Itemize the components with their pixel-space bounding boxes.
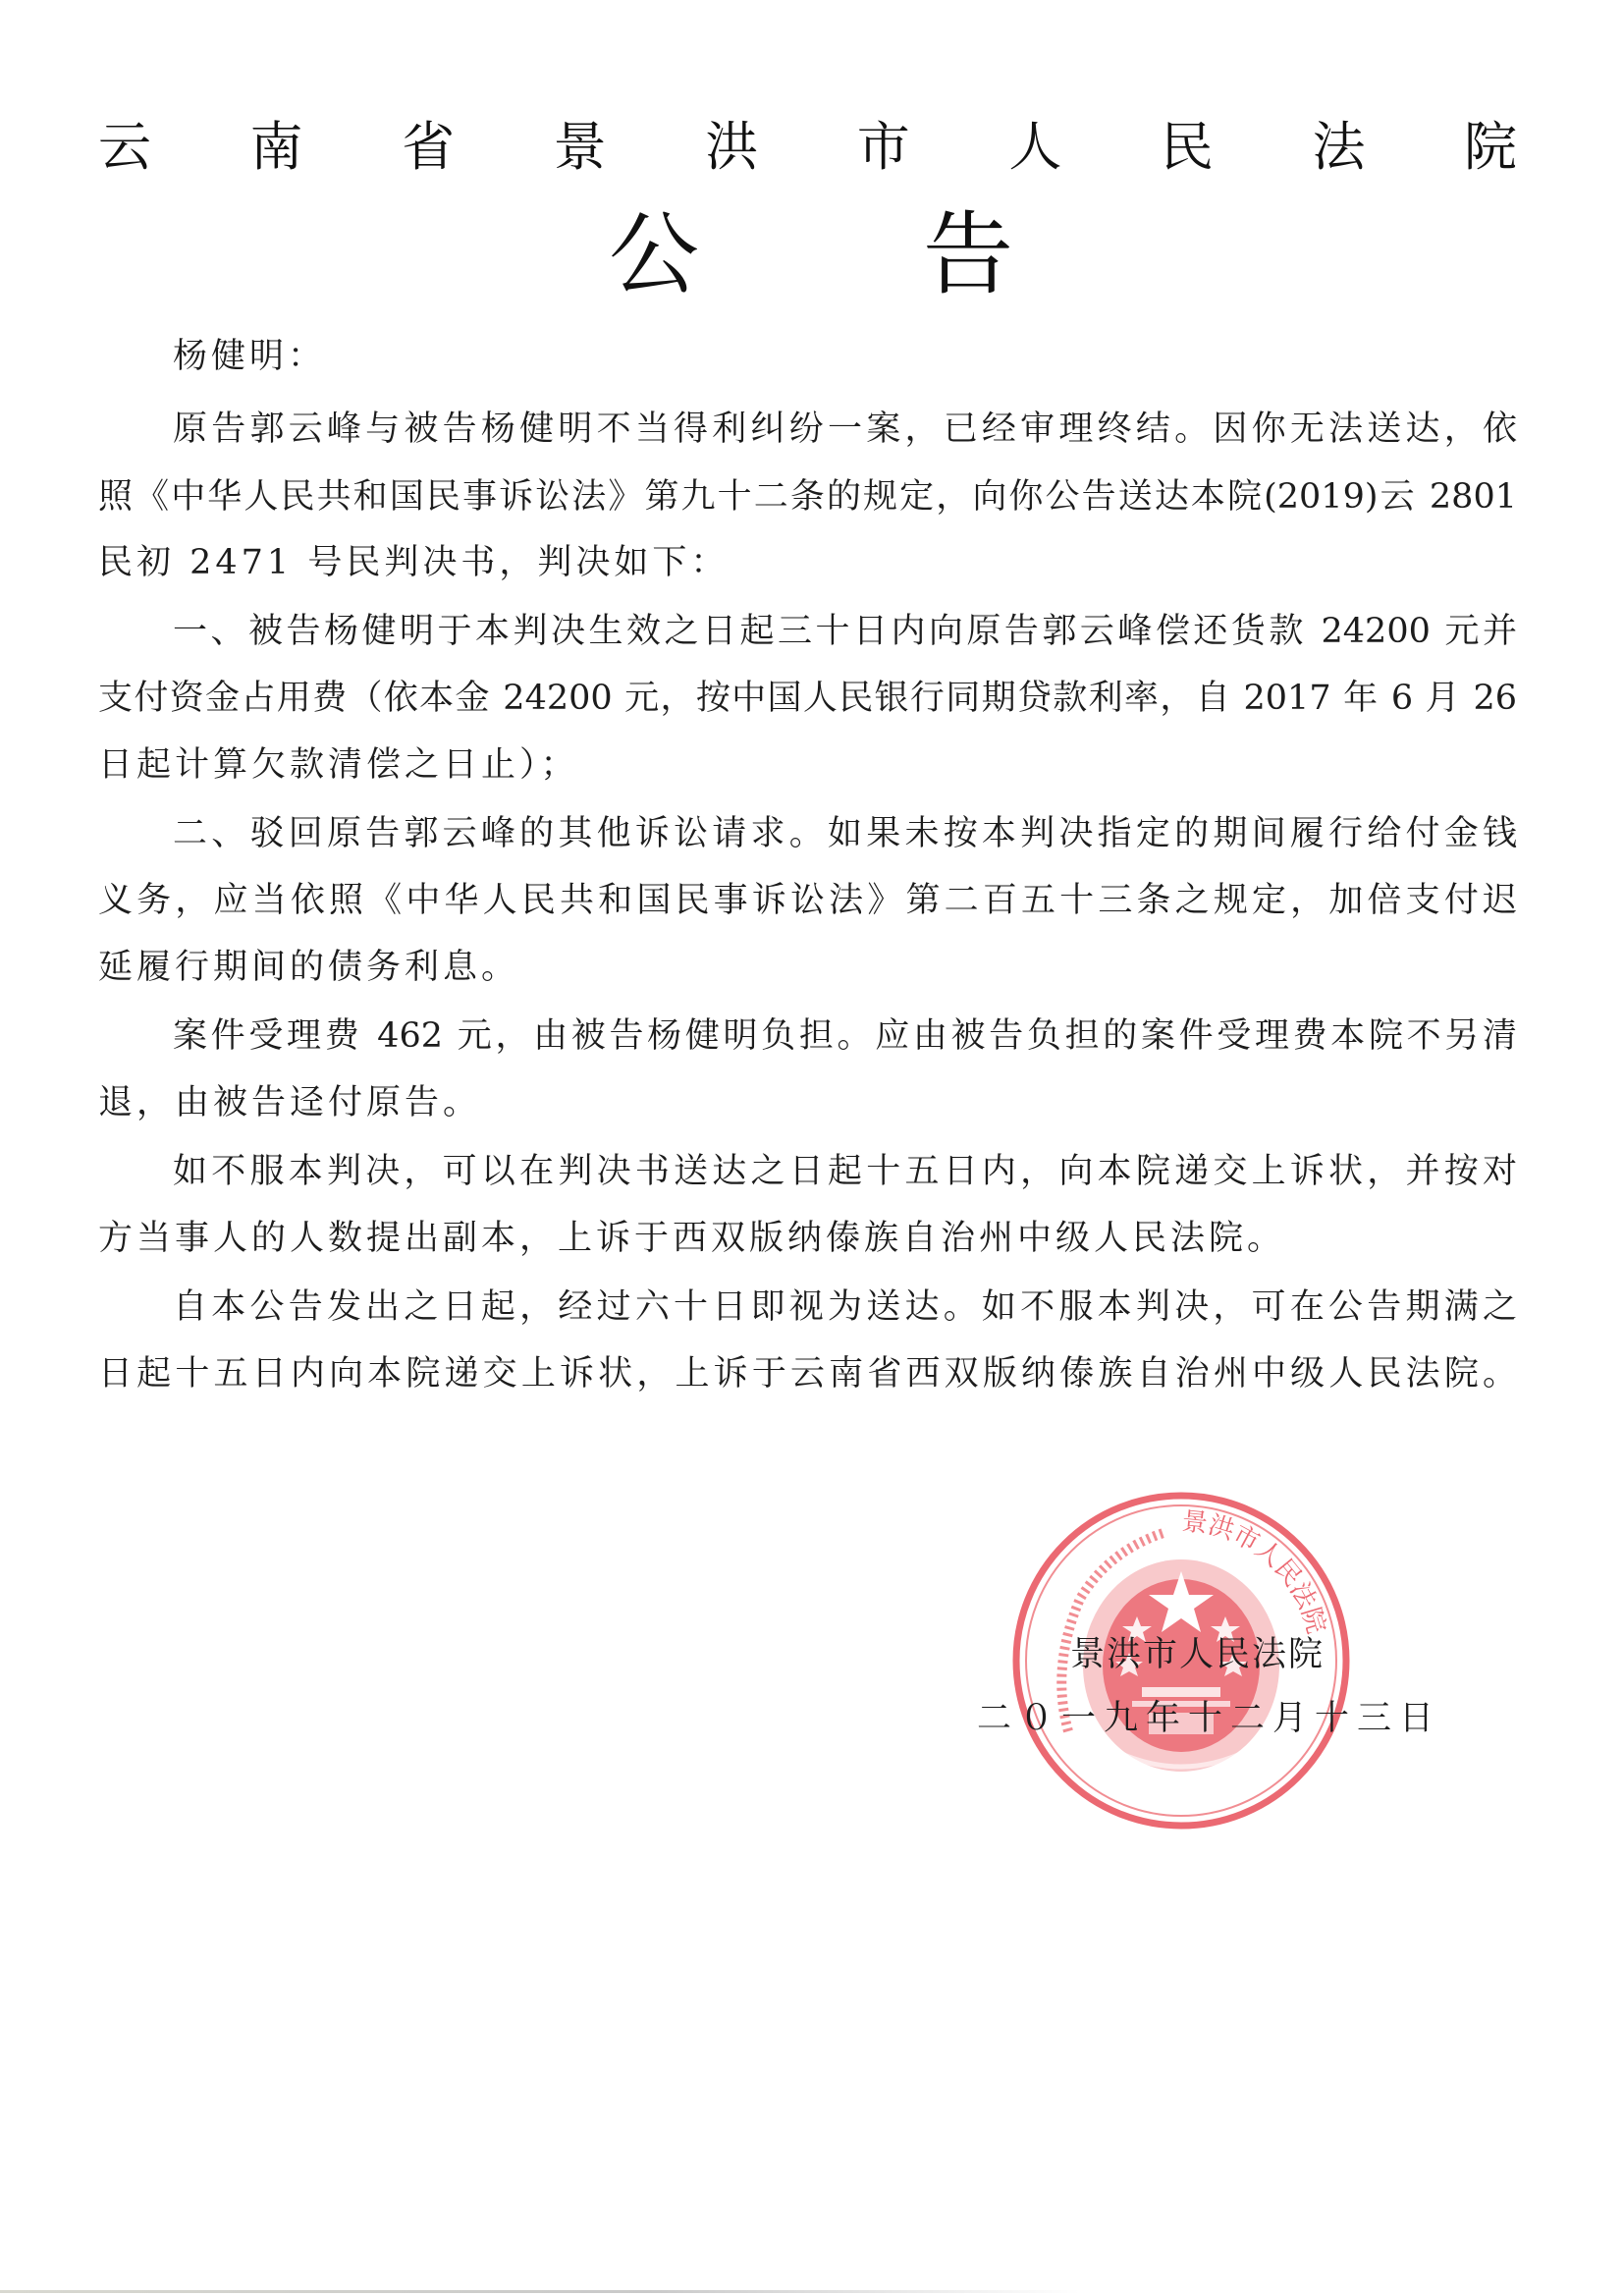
paragraph-line: 方当事人的人数提出副本，上诉于西双版纳傣族自治州中级人民法院。 xyxy=(98,1219,1286,1258)
seal-arc-text-path: 景洪市人民法院 xyxy=(1180,1506,1331,1638)
signature-court-name: 景洪市人民法院 xyxy=(1070,1635,1325,1674)
court-name-heading: 云南省景洪市人民法院 xyxy=(98,116,1517,178)
addressee: 杨健明： xyxy=(173,337,327,376)
paragraph-line: 日起十五日内向本院递交上诉状，上诉于云南省西双版纳傣族自治州中级人民法院。 xyxy=(98,1354,1517,1394)
paragraph-line: 支付资金占用费（依本金 24200 元，按中国人民银行同期贷款利率，自 2017 年 6 月 26 xyxy=(98,679,1517,718)
signature-date: 二０一九年十二月十三日 xyxy=(977,1699,1442,1738)
paragraph-line: 案件受理费 462 元，由被告杨健明负担。应由被告负担的案件受理费本院不另清 xyxy=(173,1016,1517,1056)
paragraph-line: 退，由被告迳付原告。 xyxy=(98,1083,482,1122)
notice-title: 公告 xyxy=(609,202,1013,307)
paragraph-line: 一、被告杨健明于本判决生效之日起三十日内向原告郭云峰偿还货款 24200 元并 xyxy=(173,612,1517,651)
paragraph-line: 日起计算欠款清偿之日止）； xyxy=(98,745,579,785)
scan-edge-line xyxy=(0,2290,1080,2293)
paragraph-line: 照《中华人民共和国民事诉讼法》第九十二条的规定，向你公告送达本院(2019)云 2801 xyxy=(98,477,1517,517)
paragraph-line: 民初 2471 号民判决书，判决如下： xyxy=(98,543,730,582)
paragraph-line: 义务，应当依照《中华人民共和国民事诉讼法》第二百五十三条之规定，加倍支付迟 xyxy=(98,881,1517,920)
paragraph-line: 原告郭云峰与被告杨健明不当得利纠纷一案，已经审理终结。因你无法送达，依 xyxy=(173,410,1517,449)
paragraph-line: 自本公告发出之日起，经过六十日即视为送达。如不服本判决，可在公告期满之 xyxy=(173,1287,1517,1327)
paragraph-line: 二、驳回原告郭云峰的其他诉讼请求。如果未按本判决指定的期间履行给付金钱 xyxy=(173,814,1517,853)
paragraph-line: 如不服本判决，可以在判决书送达之日起十五日内，向本院递交上诉状，并按对 xyxy=(173,1152,1517,1191)
paragraph-line: 延履行期间的债务利息。 xyxy=(98,948,520,987)
